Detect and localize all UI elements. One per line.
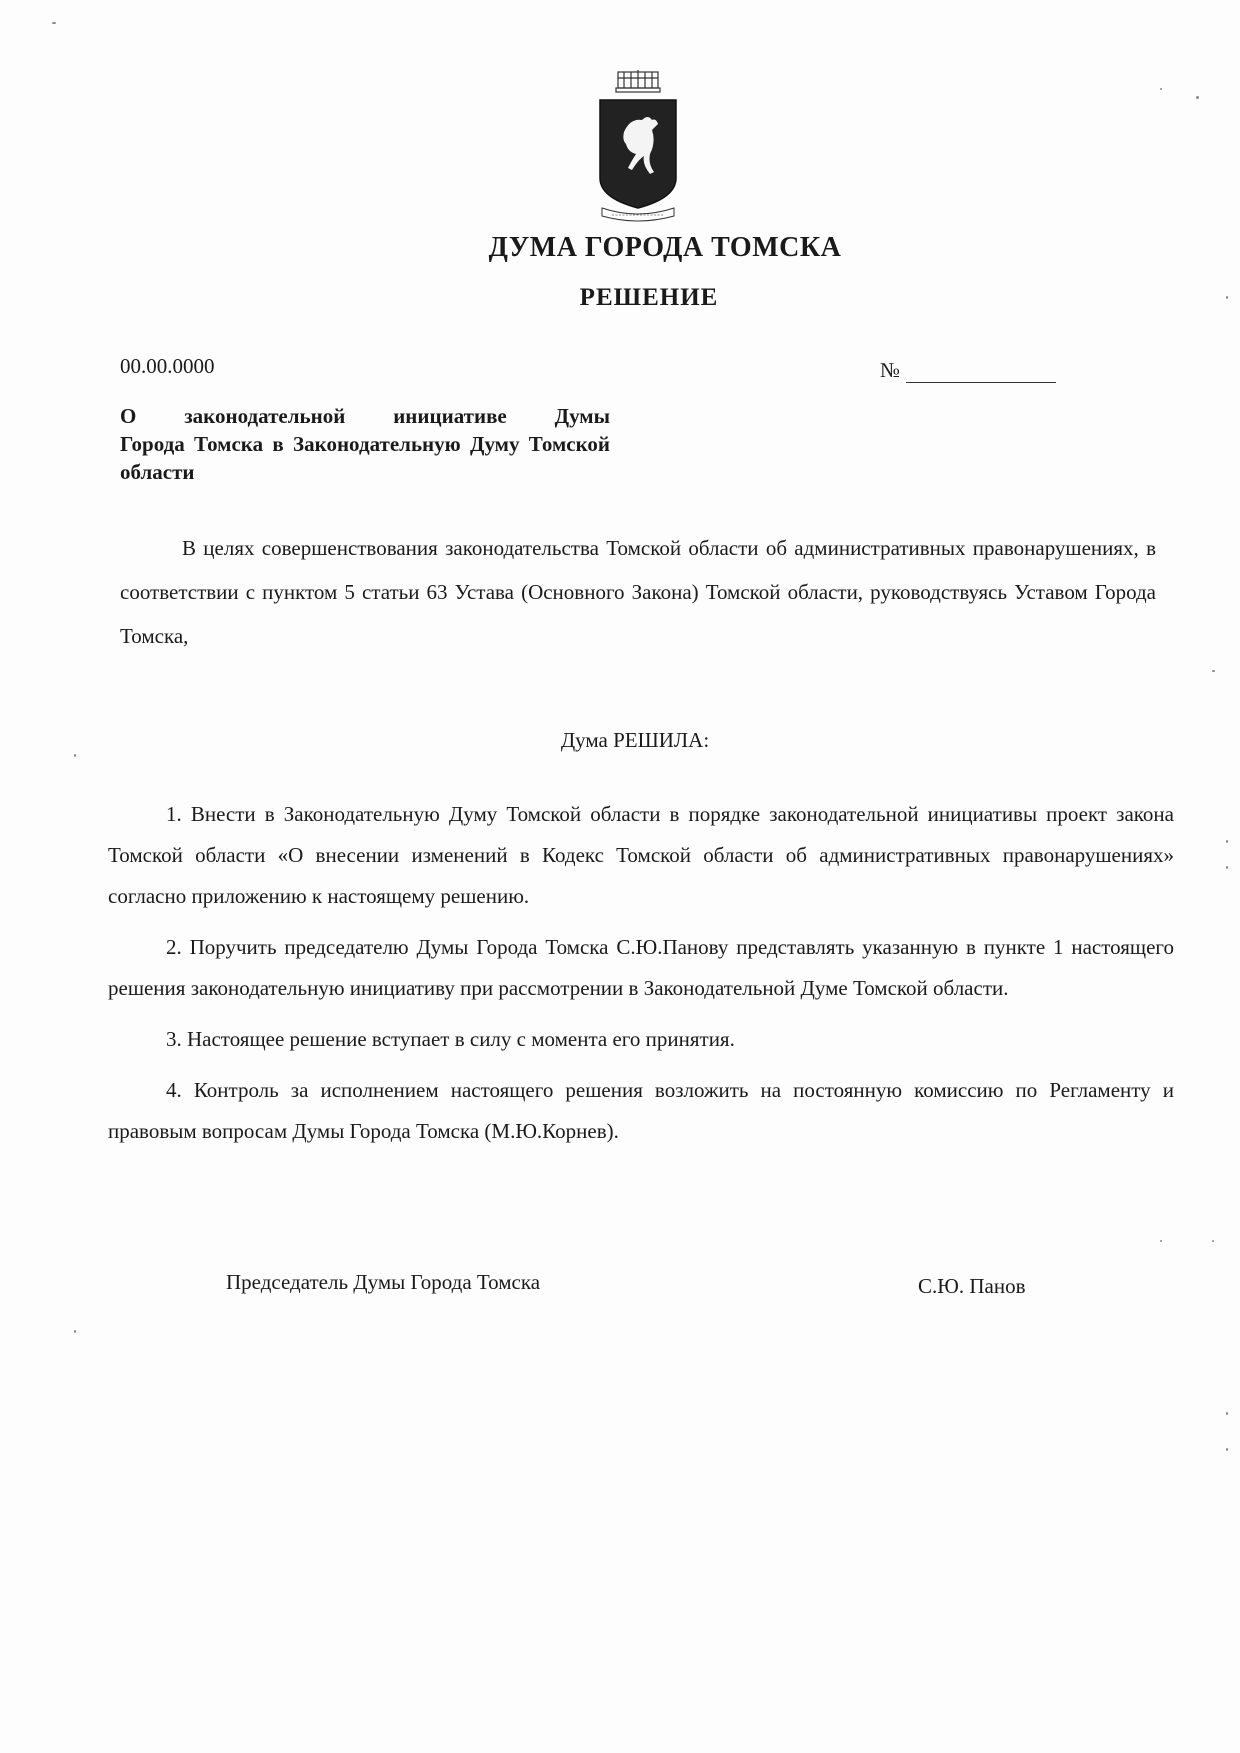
decision-item: 4. Контроль за исполнением настоящего решения возложить на постоянную комиссию по Регламенту и правовым вопросам Думы Города Томска (М.Ю.Корнев).: [108, 1078, 1174, 1143]
decision-item: 2. Поручить председателю Думы Города Томска С.Ю.Панову представлять указанную в пункте 1 настоящего решения законодательную инициативу при рассмотрении в Законодательной Думе Томской области.: [108, 935, 1174, 1000]
subject-line-rest: Города Томска в Законодательную Думу Томской области: [120, 432, 610, 484]
number-label: №: [880, 358, 901, 382]
scan-speck: [1226, 296, 1228, 299]
decision-items: [108, 794, 1174, 1152]
scan-speck: [1226, 866, 1228, 869]
tomsk-coat-of-arms-icon: [588, 68, 688, 228]
decision-subject: [120, 402, 610, 486]
scan-speck: [1212, 670, 1215, 672]
number-blank-line: [906, 360, 1056, 383]
preamble-paragraph: В целях совершенствования законодательства Томской области об административных правонарушениях, в соответствии с пунктом 5 статьи 63 Устава (Основного Закона) Томской области, руководствуясь Уставом Города Томска,: [120, 536, 1156, 648]
org-title: ДУМА ГОРОДА ТОМСКА: [488, 232, 842, 263]
decision-item: 1. Внести в Законодательную Думу Томской области в порядке законодательной инициативы проект закона Томской области «О внесении изменений в Кодекс Томской области об административных правонарушениях» согласно приложению к настоящему решению.: [108, 802, 1174, 908]
scan-speck: [1160, 1240, 1162, 1242]
subject-line-1: О законодательной инициативе Думы: [120, 404, 610, 428]
scan-speck: [1212, 1240, 1214, 1242]
scan-speck: [1196, 96, 1199, 99]
scan-speck: [1226, 1412, 1228, 1415]
scan-speck: [1226, 840, 1228, 843]
scan-speck: [74, 754, 76, 757]
decided-heading: Дума РЕШИЛА:: [560, 728, 710, 752]
scan-speck: [74, 1330, 76, 1333]
signatory-title: Председатель Думы Города Томска: [226, 1270, 541, 1294]
signatory-name: С.Ю. Панов: [918, 1274, 1026, 1298]
scan-speck: [1160, 88, 1162, 90]
scan-speck: [1226, 1448, 1228, 1451]
decision-item: 3. Настоящее решение вступает в силу с момента его принятия.: [166, 1027, 735, 1051]
document-date: 00.00.0000: [120, 354, 215, 378]
scan-speck: [52, 22, 56, 24]
document-number: [880, 358, 1056, 383]
doc-type-title: РЕШЕНИЕ: [579, 284, 719, 311]
